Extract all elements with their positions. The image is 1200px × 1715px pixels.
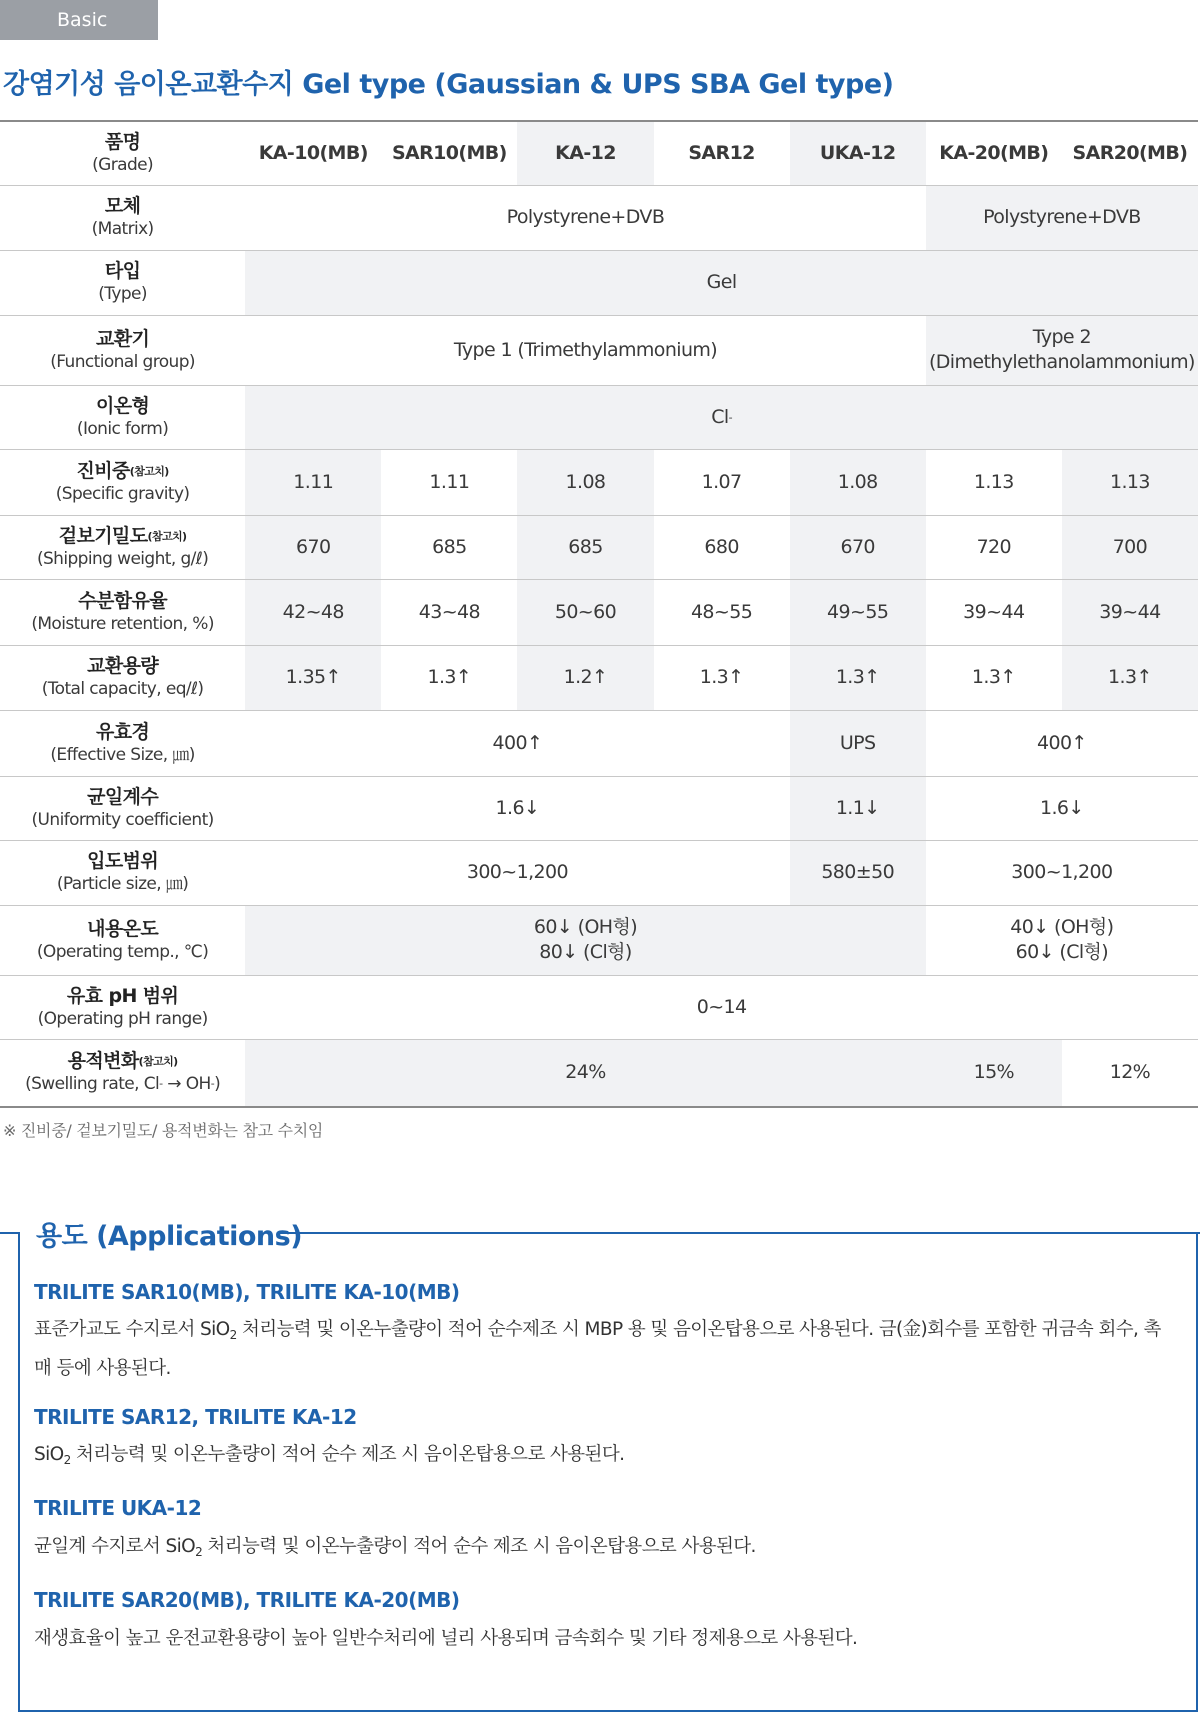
row-particle-size [0,840,1198,905]
label-ionic-form: 이온형 (Ionic form) [0,385,245,449]
value-cell: 1.6↓ [245,776,789,840]
value-cell: 42~48 [245,579,381,645]
value-cell: UPS [790,710,926,776]
row-effective-size [0,710,1198,776]
value-cell: 1.08 [517,449,653,515]
label-grade: 품명 (Grade) [0,121,245,185]
row-functional-group [0,315,1198,385]
label-specific-gravity: 진비중$^{(참고치)}$ (Specific gravity) [0,449,245,515]
row-swelling-rate [0,1039,1198,1107]
label-operating-temp: 내용온도 (Operating temp., ℃) [0,905,245,975]
value-cell: 685 [381,515,517,579]
section-title: TRILITE SAR20(MB), TRILITE KA-20(MB) [34,1588,460,1612]
value-cell: 1.13 [1062,449,1198,515]
value-cell: 1.1↓ [790,776,926,840]
value-cell: 43~48 [381,579,517,645]
value-cell: 1.13 [926,449,1062,515]
value-cell: 1.3↑ [654,645,790,710]
section-title: TRILITE UKA-12 [34,1496,202,1520]
value-cell: 60↓ (OH형) 80↓ (Cl형) [245,905,926,975]
grade-cell: UKA-12 [790,121,926,185]
value-cell: 1.35↑ [245,645,381,710]
row-moisture-retention [0,579,1198,645]
functional-group-value: Type 1 (Trimethylammonium) [245,315,926,385]
row-operating-temp [0,905,1198,975]
category-tag: Basic [0,0,158,40]
section-body: SiO$_2$ 처리능력 및 이온누출량이 적어 순수 제조 시 음이온탑용으로 사용된다. [34,1444,625,1467]
row-matrix [0,185,1198,250]
footnote: ※ 진비중/ 겉보기밀도/ 용적변화는 참고 수치임 [3,1121,324,1140]
value-cell: 1.6↓ [926,776,1198,840]
value-cell: 1.3↑ [1062,645,1198,710]
row-grade [0,121,1198,185]
section-body: 표준가교도 수지로서 SiO$_2$ 처리능력 및 이온누출량이 적어 순수제조 시 MBP 용 및 음이온탑용으로 사용된다. 금(金)회수를 포함한 귀금속 회수, 촉매 등에 사용된다. [34,1319,1161,1379]
matrix-value: Polystyrene+DVB [245,185,926,250]
section-title: TRILITE SAR10(MB), TRILITE KA-10(MB) [34,1280,460,1304]
label-total-capacity: 교환용량 (Total capacity, eq/ℓ) [0,645,245,710]
label-uniformity-coefficient: 균일계수 (Uniformity coefficient) [0,776,245,840]
label-matrix: 모체 (Matrix) [0,185,245,250]
value-cell: 0~14 [245,975,1198,1039]
value-cell: 1.11 [381,449,517,515]
value-cell: 24% [245,1039,926,1107]
row-type [0,250,1198,315]
box-line-left [0,1232,20,1234]
grade-cell: KA-12 [517,121,653,185]
row-operating-ph [0,975,1198,1039]
grade-cell: SAR20(MB) [1062,121,1198,185]
value-cell: 400↑ [926,710,1198,776]
grade-cell: KA-20(MB) [926,121,1062,185]
row-shipping-weight [0,515,1198,579]
grade-cell: SAR12 [654,121,790,185]
value-cell: 1.11 [245,449,381,515]
value-cell: 12% [1062,1039,1198,1107]
label-functional-group: 교환기 (Functional group) [0,315,245,385]
value-cell: 670 [790,515,926,579]
value-cell: 15% [926,1039,1062,1107]
value-cell: 680 [654,515,790,579]
type-value: Gel [245,250,1198,315]
section-body: 재생효율이 높고 운전교환용량이 높아 일반수처리에 널리 사용되며 금속회수 및 기타 정제용으로 사용된다. [34,1628,858,1649]
grade-cell: KA-10(MB) [245,121,381,185]
matrix-value: Polystyrene+DVB [926,185,1198,250]
value-cell: 580±50 [790,840,926,905]
spec-table [0,120,1198,1108]
label-particle-size: 입도범위 (Particle size, ㎛) [0,840,245,905]
value-cell: 1.07 [654,449,790,515]
value-cell: 720 [926,515,1062,579]
value-cell: 300~1,200 [245,840,789,905]
row-total-capacity [0,645,1198,710]
section-body: 균일계 수지로서 SiO$_2$ 처리능력 및 이온누출량이 적어 순수 제조 시 음이온탑용으로 사용된다. [34,1536,756,1559]
value-cell: 300~1,200 [926,840,1198,905]
label-moisture-retention: 수분함유율 (Moisture retention, %) [0,579,245,645]
value-cell: 1.3↑ [790,645,926,710]
label-effective-size: 유효경 (Effective Size, ㎛) [0,710,245,776]
row-ionic-form [0,385,1198,449]
value-cell: 39~44 [926,579,1062,645]
row-specific-gravity [0,449,1198,515]
label-swelling-rate: 용적변화$^{(참고치)}$ (Swelling rate, Cl- → OH-) [0,1039,245,1107]
value-cell: 1.3↑ [926,645,1062,710]
value-cell: 50~60 [517,579,653,645]
section-title: TRILITE SAR12, TRILITE KA-12 [34,1405,357,1429]
value-cell: 49~55 [790,579,926,645]
grade-cell: SAR10(MB) [381,121,517,185]
value-cell: 1.08 [790,449,926,515]
value-cell: 39~44 [1062,579,1198,645]
value-cell: 685 [517,515,653,579]
label-operating-ph: 유효 pH 범위 (Operating pH range) [0,975,245,1039]
page-title: 강염기성 음이온교환수지 Gel type (Gaussian & UPS SBA Gel type) [3,69,894,100]
value-cell: 700 [1062,515,1198,579]
functional-group-value: Type 2 (Dimethylethanolammonium) [926,315,1198,385]
value-cell: 48~55 [654,579,790,645]
applications-title: 용도 (Applications) [36,1221,303,1252]
value-cell: 1.3↑ [381,645,517,710]
label-shipping-weight: 겉보기밀도$^{(참고치)}$ (Shipping weight, g/ℓ) [0,515,245,579]
row-uniformity-coefficient [0,776,1198,840]
value-cell: 400↑ [245,710,789,776]
value-cell: 1.2↑ [517,645,653,710]
value-cell: 670 [245,515,381,579]
value-cell: 40↓ (OH형) 60↓ (Cl형) [926,905,1198,975]
ionic-form-value: Cl- [245,385,1198,449]
label-type: 타입 (Type) [0,250,245,315]
